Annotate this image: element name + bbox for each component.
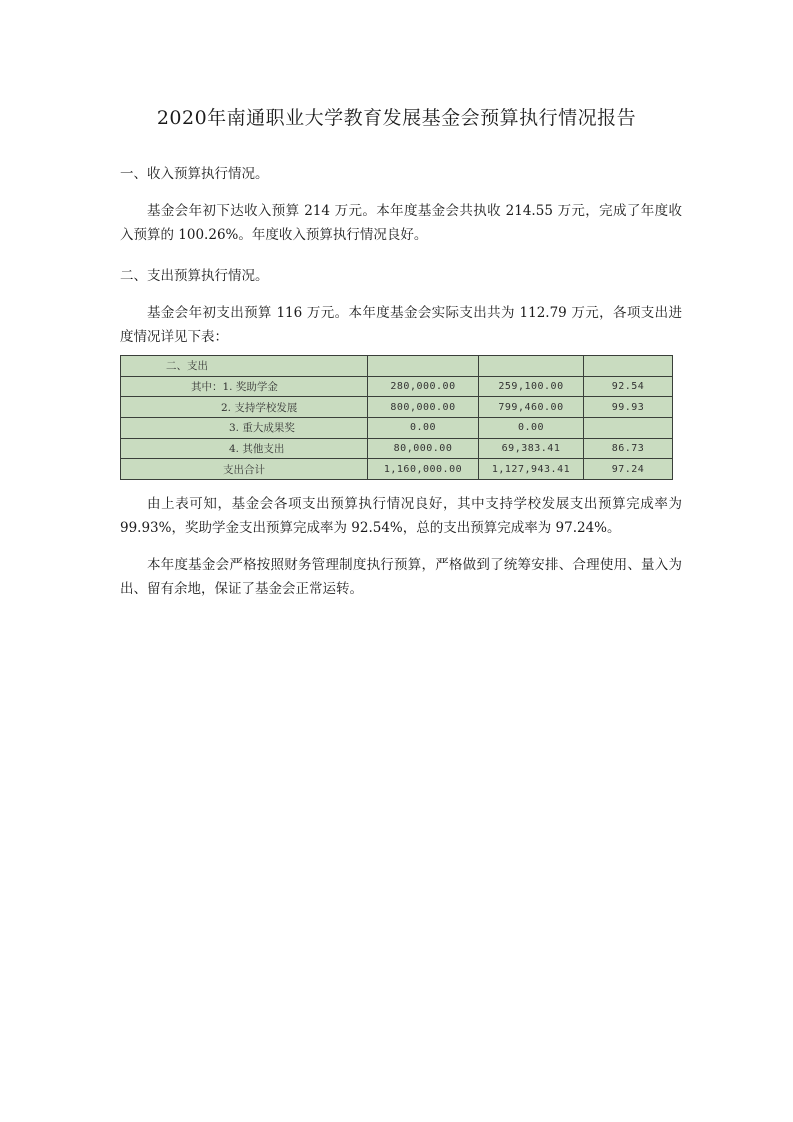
conclusion-paragraph: 本年度基金会严格按照财务管理制度执行预算，严格做到了统筹安排、合理使用、量入为出、留有余地，保证了基金会正常运转。 xyxy=(120,557,682,597)
table-cell-label: 二、支出 xyxy=(121,356,368,377)
table-cell-budget: 80,000.00 xyxy=(368,438,479,459)
table-cell-label: 支出合计 xyxy=(121,459,368,480)
table-row xyxy=(121,397,673,418)
section1-paragraph: 基金会年初下达收入预算 214 万元。本年度基金会共执收 214.55 万元，完成了年度收入预算的 100.26%。年度收入预算执行情况良好。 xyxy=(120,203,682,243)
table-cell-rate: 92.54 xyxy=(584,376,673,397)
expense-table xyxy=(120,355,672,480)
table-cell-actual: 0.00 xyxy=(479,417,584,438)
table-cell-actual: 799,460.00 xyxy=(479,397,584,418)
analysis-paragraph: 由上表可知，基金会各项支出预算执行情况良好，其中支持学校发展支出预算完成率为 99.93%，奖助学金支出预算完成率为 92.54%，总的支出预算完成率为 97.24%。 xyxy=(120,496,682,536)
table-cell-rate xyxy=(584,356,673,377)
page-title: 2020年南通职业大学教育发展基金会预算执行情况报告 xyxy=(156,107,637,129)
table-cell-actual: 1,127,943.41 xyxy=(479,459,584,480)
table-cell-budget: 1,160,000.00 xyxy=(368,459,479,480)
table-cell-budget xyxy=(368,356,479,377)
table-cell-budget: 800,000.00 xyxy=(368,397,479,418)
table-cell-label: 3. 重大成果奖 xyxy=(121,417,368,438)
table-cell-actual: 259,100.00 xyxy=(479,376,584,397)
table-cell-label: 其中：1. 奖助学金 xyxy=(121,376,368,397)
section1-heading: 一、收入预算执行情况。 xyxy=(120,166,269,182)
table-cell-rate: 99.93 xyxy=(584,397,673,418)
table-cell-actual xyxy=(479,356,584,377)
table-row xyxy=(121,438,673,459)
section2-paragraph: 基金会年初支出预算 116 万元。本年度基金会实际支出共为 112.79 万元，各项支出进度情况详见下表： xyxy=(120,305,682,345)
table-cell-rate: 86.73 xyxy=(584,438,673,459)
section2-heading: 二、支出预算执行情况。 xyxy=(120,268,269,284)
table-cell-rate xyxy=(584,417,673,438)
table-cell-budget: 0.00 xyxy=(368,417,479,438)
table-cell-label: 2. 支持学校发展 xyxy=(121,397,368,418)
table-row-total xyxy=(121,459,673,480)
table-cell-actual: 69,383.41 xyxy=(479,438,584,459)
table-cell-rate: 97.24 xyxy=(584,459,673,480)
table-cell-budget: 280,000.00 xyxy=(368,376,479,397)
table-row xyxy=(121,417,673,438)
table-row xyxy=(121,376,673,397)
table-cell-label: 4. 其他支出 xyxy=(121,438,368,459)
table-row xyxy=(121,356,673,377)
